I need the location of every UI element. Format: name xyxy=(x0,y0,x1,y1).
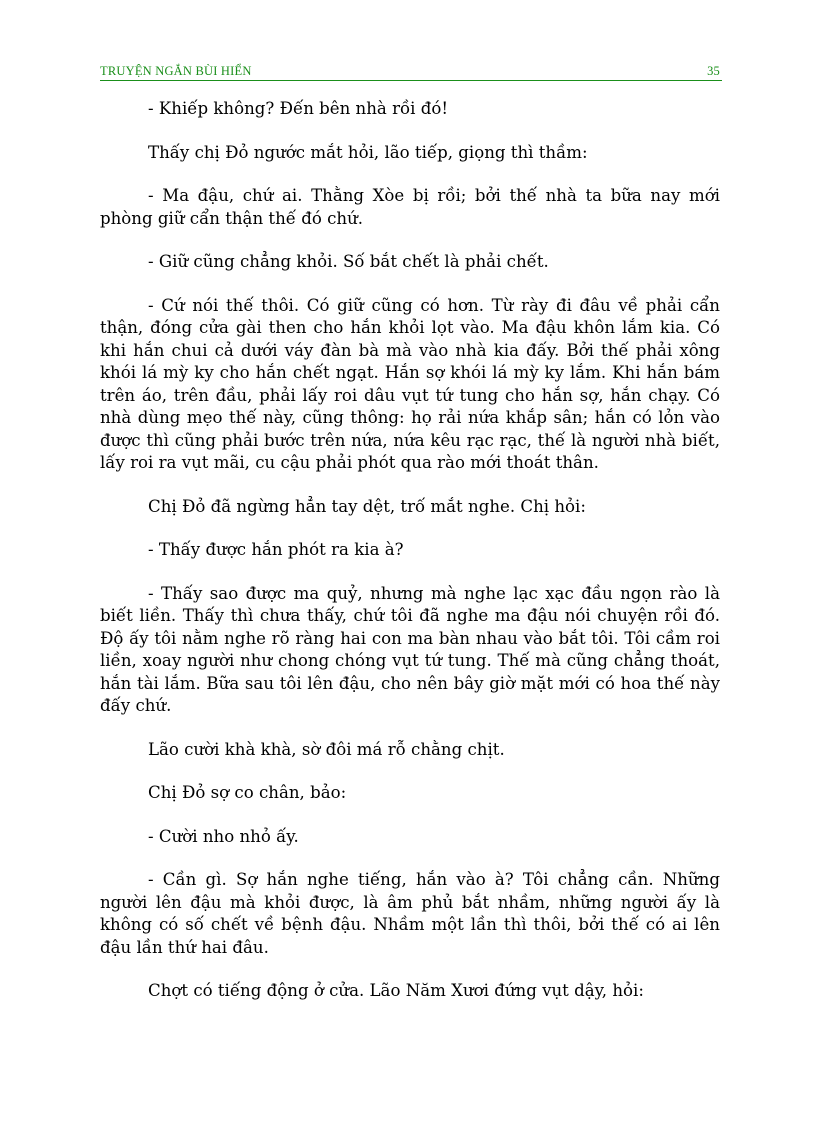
book-title: TRUYỆN NGẮN BÙI HIỂN xyxy=(100,64,252,78)
running-header xyxy=(100,62,722,81)
paragraph: - Thấy sao được ma quỷ, nhưng mà nghe lạc xạc đầu ngọn rào là biết liền. Thấy thì chưa thấy, chứ tôi đã nghe ma đậu nói chuyện rồi đó. Độ ấy tôi nằm nghe rõ ràng hai con ma bàn nhau vào bắt tôi. Tôi cầm roi liền, xoay người như chong chóng vụt tứ tung. Thế mà cũng chẳng thoát, hắn tài lắm. Bữa sau tôi lên đậu, cho nên bây giờ mặt mới có hoa thế này đấy chứ. xyxy=(100,583,720,715)
paragraph: Chị Đỏ sợ co chân, bảo: xyxy=(148,783,347,802)
paragraph: - Cứ nói thế thôi. Có giữ cũng có hơn. Từ rày đi đâu về phải cẩn thận, đóng cửa gài then cho hắn khỏi lọt vào. Ma đậu khôn lắm kia. Có khi hắn chui cả dưới váy đàn bà mà vào nhà kia đấy. Bởi thế phải xông khói lá mỳ ky cho hắn chết ngạt. Hắn sợ khói lá mỳ ky lắm. Khi hắn bám trên áo, trên đầu, phải lấy roi dâu vụt tứ tung cho hắn sợ, hắn chạy. Có nhà dùng mẹo thế này, cũng thông: họ rải nứa khắp sân; hắn có lỏn vào được thì cũng phải bước trên nứa, nứa kêu rạc rạc, thế là người nhà biết, lấy roi ra vụt mãi, cu cậu phải phót qua rào mới thoát thân. xyxy=(100,295,720,472)
paragraph: - Ma đậu, chứ ai. Thằng Xòe bị rồi; bởi thế nhà ta bữa nay mới phòng giữ cẩn thận thế đó chứ. xyxy=(100,186,720,228)
paragraph: - Giữ cũng chẳng khỏi. Số bắt chết là phải chết. xyxy=(148,252,549,271)
paragraph: Lão cười khà khà, sờ đôi má rỗ chằng chịt. xyxy=(148,739,505,759)
paragraph: Chị Đỏ đã ngừng hẳn tay dệt, trố mắt nghe. Chị hỏi: xyxy=(148,496,586,516)
page-number: 35 xyxy=(707,64,720,78)
paragraph: - Cười nho nhỏ ấy. xyxy=(148,826,299,846)
paragraph: - Cần gì. Sợ hắn nghe tiếng, hắn vào à? Tôi chẳng cần. Những người lên đậu mà khỏi được, là âm phủ bắt nhầm, những người ấy là không có số chết về bệnh đậu. Nhầm một lần thì thôi, bởi thế có ai lên đậu lần thứ hai đâu. xyxy=(100,870,720,957)
paragraph: Chợt có tiếng động ở cửa. Lão Năm Xươi đứng vụt dậy, hỏi: xyxy=(148,981,644,1000)
page-body xyxy=(100,98,720,1024)
paragraph: - Thấy được hắn phót ra kia à? xyxy=(148,540,404,559)
paragraph: - Khiếp không? Đến bên nhà rồi đó! xyxy=(148,99,449,118)
paragraph: Thấy chị Đỏ ngước mắt hỏi, lão tiếp, giọng thì thầm: xyxy=(148,142,588,162)
